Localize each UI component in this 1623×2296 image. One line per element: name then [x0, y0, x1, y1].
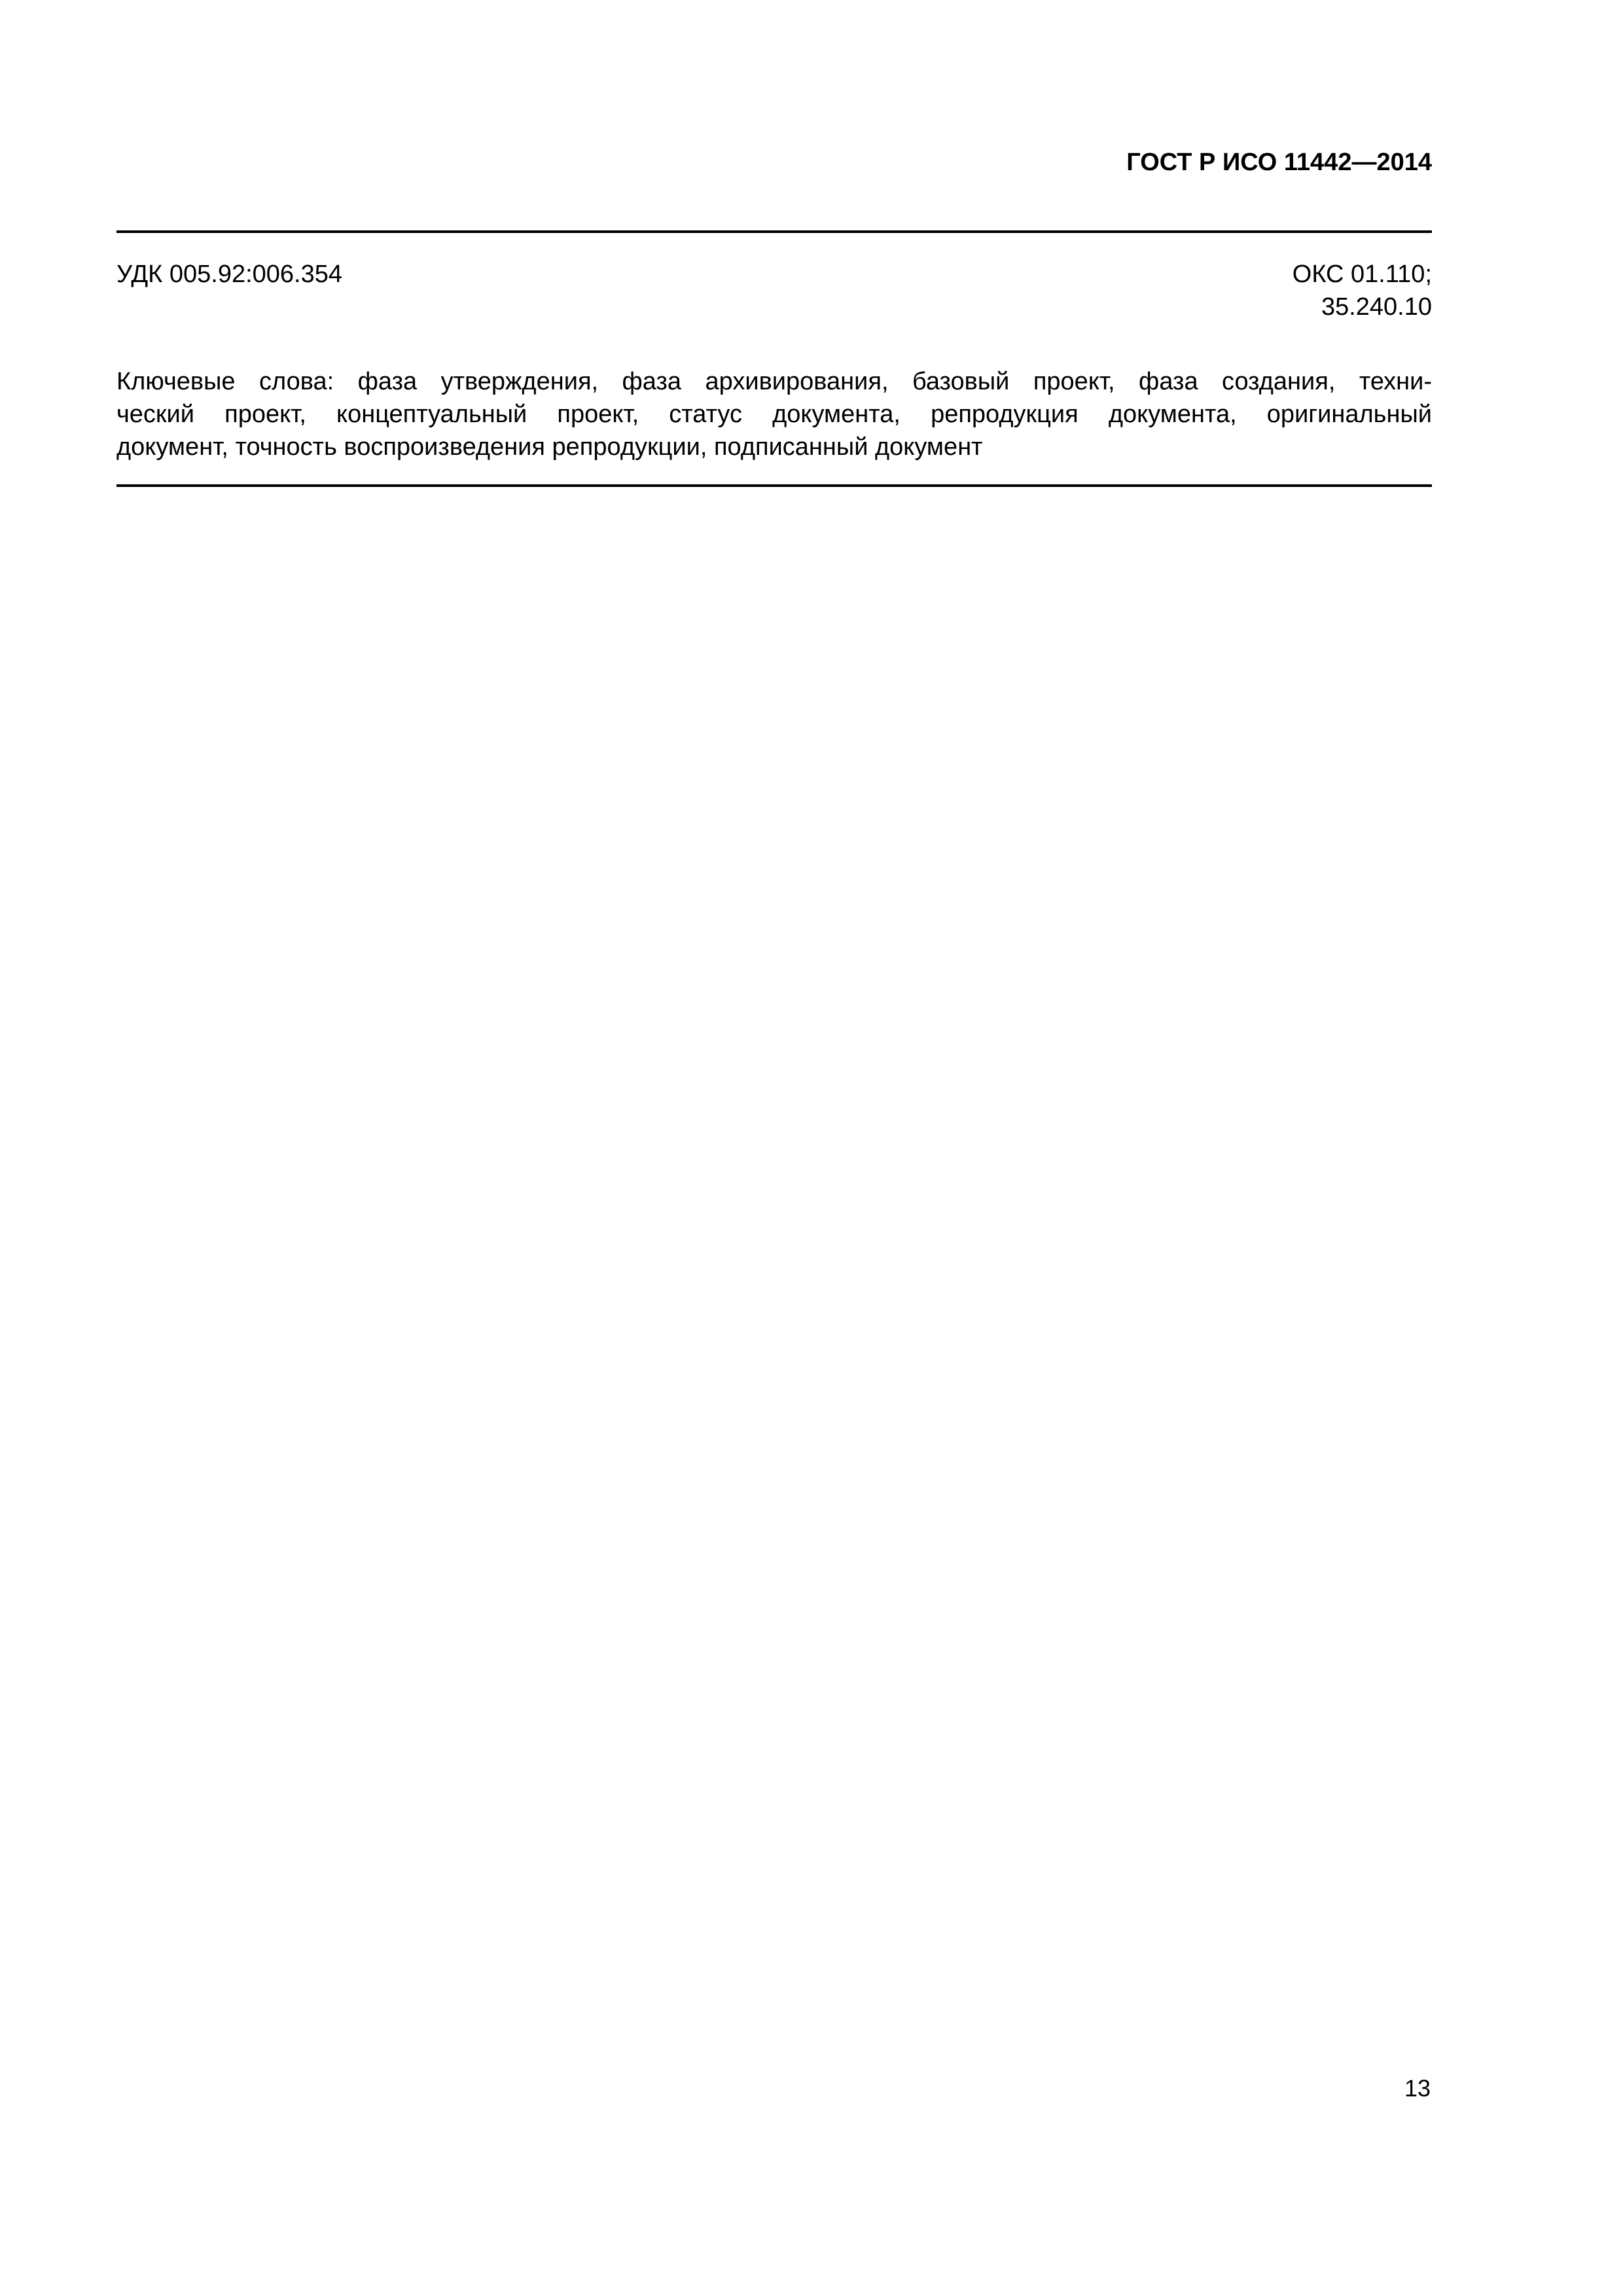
keywords-line-1: Ключевые слова: фаза утверждения, фаза архивирования, базовый проект, фаза создания, техни-: [116, 368, 1432, 395]
udk-code: УДК 005.92:006.354: [116, 260, 343, 288]
top-divider: [116, 230, 1432, 233]
bottom-divider: [116, 484, 1432, 487]
keywords-line-2: ческий проект, концептуальный проект, статус документа, репродукция документа, оригинальный: [116, 401, 1432, 428]
standard-number: ГОСТ Р ИСО 11442—2014: [1126, 149, 1432, 176]
page-number: 13: [1404, 2075, 1431, 2102]
oks-codes: [1293, 258, 1432, 323]
oks-code-line-1: ОКС 01.110;: [1292, 260, 1432, 288]
oks-code-line-2: 35.240.10: [1321, 293, 1432, 321]
keywords-paragraph: [116, 365, 1432, 463]
keywords-line-3: документ, точность воспроизведения репродукции, подписанный документ: [116, 433, 983, 461]
